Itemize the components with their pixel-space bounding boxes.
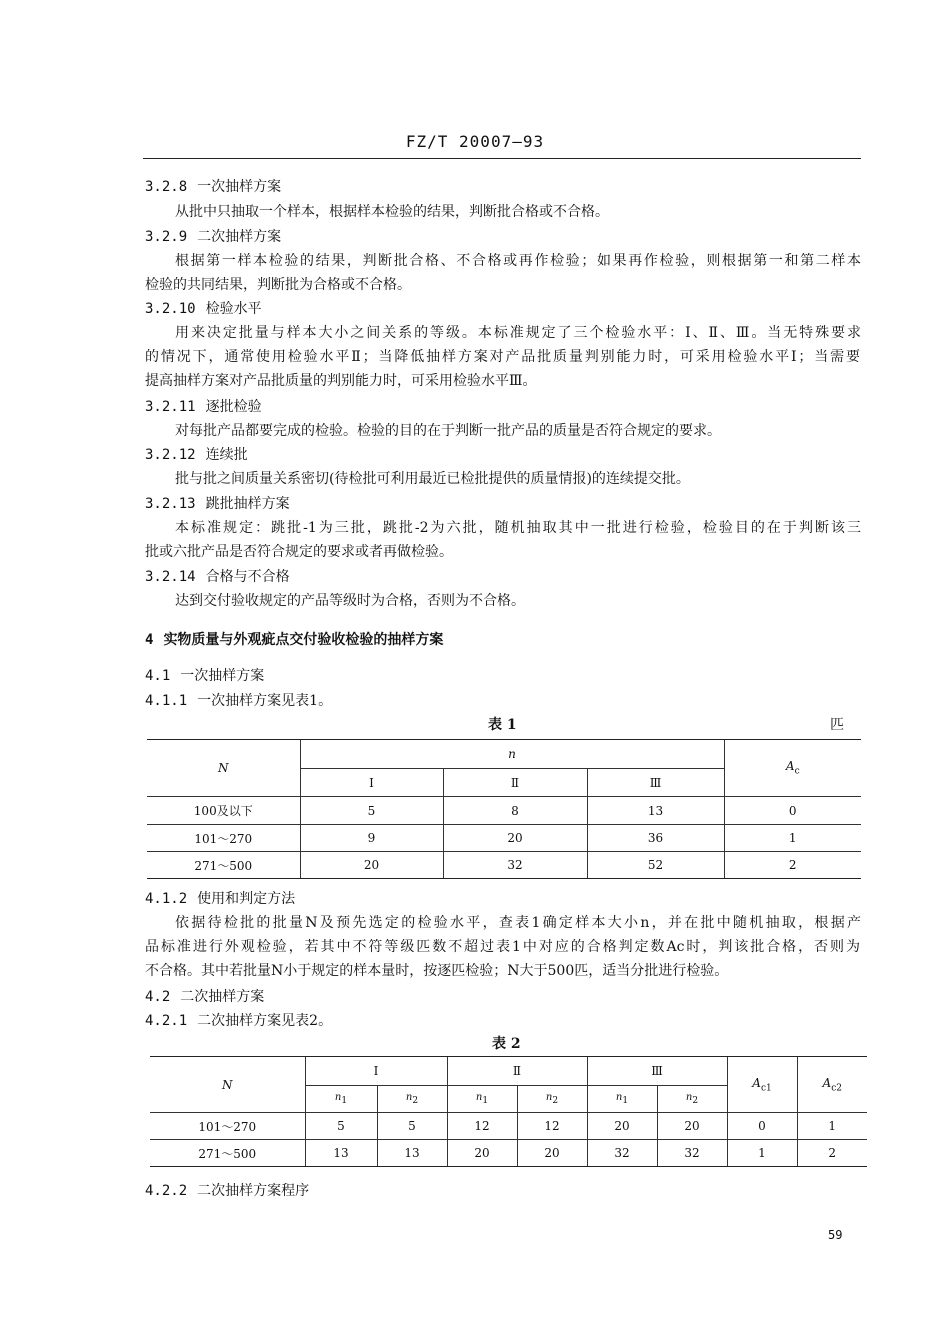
table-row: [147, 825, 861, 852]
table2-level-1: Ⅰ: [305, 1057, 447, 1086]
table1-cell-ac: 0: [724, 797, 861, 825]
header-rule: [143, 158, 861, 159]
section-title: 二次抽样方案程序: [197, 1183, 310, 1199]
section-4-2-2-heading: [145, 1182, 309, 1200]
section-title: 二次抽样方案见表2。: [197, 1013, 333, 1029]
section-3-2-8-heading: [145, 178, 281, 196]
table2-header-Ac1: $A_{c1}$: [727, 1057, 797, 1113]
table1-header-N: N: [147, 740, 300, 797]
table2-level-2: Ⅱ: [447, 1057, 587, 1086]
table2-cell-N: 101～270: [150, 1113, 305, 1140]
table2-cell: 32: [587, 1140, 657, 1167]
section-3-2-11-heading: [145, 398, 262, 416]
section-title: 跳批抽样方案: [205, 496, 290, 512]
section-title: 合格与不合格: [205, 569, 290, 585]
table1-cell: 32: [443, 852, 587, 879]
table2-cell: 12: [517, 1113, 587, 1140]
section-3-2-10-heading: [145, 300, 262, 318]
section-number: 4.1: [145, 668, 171, 684]
table2-cell: 13: [305, 1140, 377, 1167]
table1-level-3: Ⅲ: [587, 769, 724, 797]
section-3-2-13-heading: [145, 495, 290, 513]
page-number: 59: [828, 1228, 843, 1242]
section-number: 3.2.11: [145, 399, 196, 415]
chapter-4-heading: [145, 631, 443, 649]
table2-cell-ac2: 1: [797, 1113, 867, 1140]
table1: [147, 739, 861, 879]
section-number: 3.2.12: [145, 447, 196, 463]
section-number: 4.2: [145, 989, 171, 1005]
section-4-1-2-line1: 依据待检批的批量N及预先选定的检验水平，查表1确定样本大小n，并在批中随机抽取，根据产: [175, 915, 861, 931]
table2-cell: 20: [517, 1140, 587, 1167]
table1-level-1: Ⅰ: [300, 769, 443, 797]
table1-header-Ac: $A_c$: [724, 740, 861, 797]
table1-cell: 36: [587, 825, 724, 852]
section-3-2-12-heading: [145, 446, 248, 464]
section-4-1-1-heading: [145, 692, 332, 710]
table1-header-n: n: [300, 740, 724, 769]
section-4-1-2-line3: 不合格。其中若批量N小于规定的样本量时，按逐匹检验；N大于500匹，适当分批进行检验。: [145, 963, 729, 979]
section-number: 4.1.2: [145, 891, 188, 907]
table1-cell-ac: 1: [724, 825, 861, 852]
table2-cell: 13: [377, 1140, 447, 1167]
table2-cell: 20: [657, 1113, 727, 1140]
table1-cell: 8: [443, 797, 587, 825]
section-3-2-12-text: 批与批之间质量关系密切(待检批可利用最近已检批提供的质量情报)的连续提交批。: [175, 471, 690, 487]
table1-cell: 9: [300, 825, 443, 852]
section-number: 4.2.1: [145, 1013, 188, 1029]
section-3-2-9-line1: 根据第一样本检验的结果，判断批合格、不合格或再作检验；如果再作检验，则根据第一和第二样本: [175, 253, 861, 269]
table-row: [150, 1113, 867, 1140]
table2-caption: 表 2: [492, 1036, 521, 1052]
section-4-2-heading: [145, 988, 264, 1006]
table2-sub-n2: $n_2$: [657, 1086, 727, 1113]
section-title: 二次抽样方案: [197, 229, 282, 245]
section-3-2-10-line2: 的情况下，通常使用检验水平Ⅱ；当降低抽样方案对产品批质量判别能力时，可采用检验水平Ⅰ；当需要: [145, 349, 860, 365]
section-3-2-14-text: 达到交付验收规定的产品等级时为合格，否则为不合格。: [175, 593, 525, 609]
table-row: [147, 797, 861, 825]
section-3-2-10-line3: 提高抽样方案对产品批质量的判别能力时，可采用检验水平Ⅲ。: [145, 373, 537, 389]
section-3-2-8-text: 从批中只抽取一个样本，根据样本检验的结果，判断批合格或不合格。: [175, 204, 609, 220]
section-4-1-heading: [145, 667, 264, 685]
table2-cell: 20: [587, 1113, 657, 1140]
table2-header-N: N: [150, 1057, 305, 1113]
section-title: 检验水平: [205, 301, 262, 317]
section-3-2-9-line2: 检验的共同结果，判断批为合格或不合格。: [145, 277, 411, 293]
section-title: 一次抽样方案: [180, 668, 265, 684]
section-number: 3.2.8: [145, 179, 188, 195]
section-3-2-10-line1: 用来决定批量与样本大小之间关系的等级。本标准规定了三个检验水平：Ⅰ、Ⅱ、Ⅲ。当无特殊要求: [175, 325, 861, 341]
section-4-1-2-line2: 品标准进行外观检验，若其中不符等级匹数不超过表1中对应的合格判定数Ac时，判该批合格，否则为: [145, 939, 860, 955]
table1-level-2: Ⅱ: [443, 769, 587, 797]
table2-cell-ac1: 0: [727, 1113, 797, 1140]
table2-cell: 5: [377, 1113, 447, 1140]
section-3-2-13-line2: 批或六批产品是否符合规定的要求或者再做检验。: [145, 544, 453, 560]
section-title: 二次抽样方案: [180, 989, 265, 1005]
section-number: 4.1.1: [145, 693, 188, 709]
table2-cell: 5: [305, 1113, 377, 1140]
table2-sub-n1: $n_1$: [447, 1086, 517, 1113]
table1-unit: 匹: [830, 717, 844, 733]
table2-level-3: Ⅲ: [587, 1057, 727, 1086]
section-4-1-2-heading: [145, 890, 295, 908]
table2-cell: 20: [447, 1140, 517, 1167]
table1-cell: 13: [587, 797, 724, 825]
table2-sub-n1: $n_1$: [305, 1086, 377, 1113]
section-3-2-13-line1: 本标准规定：跳批-1为三批，跳批-2为六批，随机抽取其中一批进行检验，检验目的在于判断该三: [175, 520, 861, 536]
section-number: 4.2.2: [145, 1183, 188, 1199]
table2-cell-ac1: 1: [727, 1140, 797, 1167]
table2: [150, 1056, 867, 1167]
section-number: 3.2.9: [145, 229, 188, 245]
section-4-2-1-heading: [145, 1012, 332, 1030]
section-3-2-9-heading: [145, 228, 281, 246]
section-title: 使用和判定方法: [197, 891, 296, 907]
table-row: [147, 852, 861, 879]
table1-header-row: [147, 740, 861, 769]
table2-header-row: [150, 1057, 867, 1086]
table2-sub-n1: $n_1$: [587, 1086, 657, 1113]
table-row: [150, 1140, 867, 1167]
section-number: 3.2.10: [145, 301, 196, 317]
table2-sub-n2: $n_2$: [517, 1086, 587, 1113]
section-title: 一次抽样方案: [197, 179, 282, 195]
section-title: 实物质量与外观疵点交付验收检验的抽样方案: [163, 632, 444, 648]
table1-cell-N: 100及以下: [147, 797, 300, 825]
table2-cell: 12: [447, 1113, 517, 1140]
section-title: 一次抽样方案见表1。: [197, 693, 333, 709]
table1-caption: 表 1: [488, 717, 517, 733]
table1-cell-N: 101～270: [147, 825, 300, 852]
section-3-2-11-text: 对每批产品都要完成的检验。检验的目的在于判断一批产品的质量是否符合规定的要求。: [175, 423, 721, 439]
table2-sub-n2: $n_2$: [377, 1086, 447, 1113]
table1-cell: 20: [300, 852, 443, 879]
section-number: 4: [145, 632, 154, 648]
table2-cell-N: 271～500: [150, 1140, 305, 1167]
table1-cell: 20: [443, 825, 587, 852]
table1-cell-N: 271～500: [147, 852, 300, 879]
table2-header-Ac2: $A_{c2}$: [797, 1057, 867, 1113]
section-title: 逐批检验: [205, 399, 262, 415]
table2-cell-ac2: 2: [797, 1140, 867, 1167]
table1-cell-ac: 2: [724, 852, 861, 879]
table2-cell: 32: [657, 1140, 727, 1167]
section-number: 3.2.13: [145, 496, 196, 512]
section-title: 连续批: [205, 447, 248, 463]
table1-cell: 5: [300, 797, 443, 825]
section-number: 3.2.14: [145, 569, 196, 585]
table1-cell: 52: [587, 852, 724, 879]
section-3-2-14-heading: [145, 568, 290, 586]
standard-code-header: FZ/T 20007—93: [405, 132, 545, 151]
